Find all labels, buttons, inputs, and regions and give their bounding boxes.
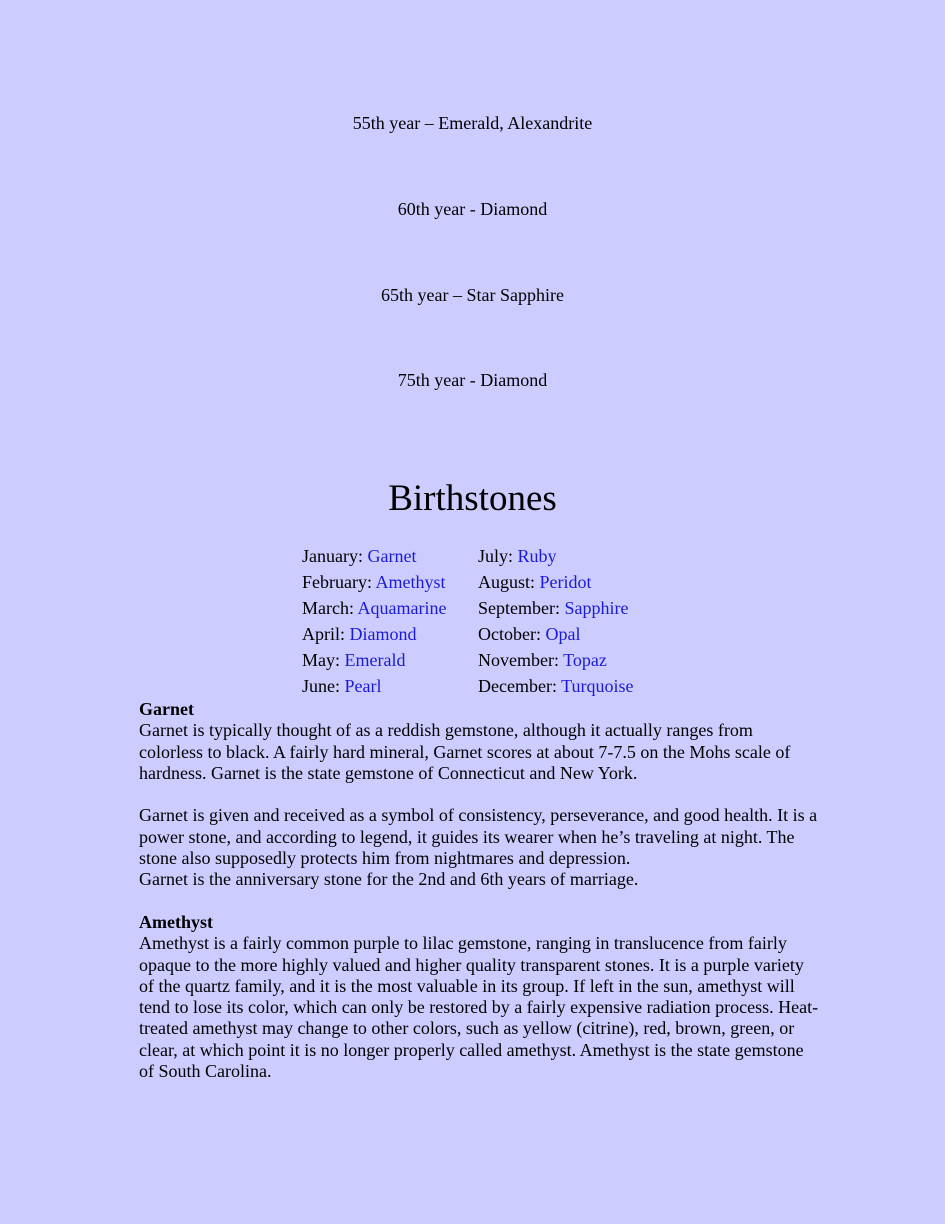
anniversary-65th: 65th year – Star Sapphire [381, 285, 564, 305]
birthstone-row-august [478, 569, 634, 595]
stone-link-turquoise[interactable]: Turquoise [561, 676, 634, 696]
month-label: March: [302, 598, 358, 618]
stone-link-garnet[interactable]: Garnet [367, 546, 417, 566]
birthstone-row-april [302, 621, 446, 647]
birthstones-title: Birthstones [388, 478, 557, 519]
month-label: February: [302, 572, 376, 592]
birthstone-row-november [478, 647, 634, 673]
birthstone-row-february [302, 569, 446, 595]
amethyst-heading: Amethyst [139, 911, 213, 932]
month-label: November: [478, 650, 564, 670]
amethyst-paragraph-1: Amethyst is a fairly common purple to lilac gemstone, ranging in translucence from fairly opaque to the more highly valued and higher quality transparent stones. It is a purple variety of the quartz family, and it is the most valuable in its group. If left in the sun, amethyst will tend to lose its color, which can only be restored by a fairly expensive radiation process. Heat-treated amethyst may change to other colors, such as yellow (citrine), red, brown, green, or clear, at which point it is no longer properly called amethyst. Amethyst is the state gemstone of South Carolina. [139, 933, 819, 1082]
month-label: July: [478, 546, 518, 566]
month-label: September: [478, 598, 565, 618]
birthstones-left-column [302, 543, 446, 699]
stone-link-diamond[interactable]: Diamond [349, 624, 417, 644]
month-label: May: [302, 650, 345, 670]
birthstone-row-july [478, 543, 634, 569]
stone-link-aquamarine[interactable]: Aquamarine [357, 598, 447, 618]
stone-link-amethyst[interactable]: Amethyst [375, 572, 446, 592]
anniversary-75th: 75th year - Diamond [397, 370, 548, 390]
garnet-paragraph-2: Garnet is given and received as a symbol of consistency, perseverance, and good health. It is a power stone, and according to legend, it guides its wearer when he’s traveling at night. The stone also supposedly protects him from nightmares and depression. [139, 805, 818, 869]
month-label: October: [478, 624, 546, 644]
stone-link-opal[interactable]: Opal [545, 624, 581, 644]
month-label: December: [478, 676, 562, 696]
month-label: January: [302, 546, 368, 566]
stone-link-topaz[interactable]: Topaz [563, 650, 607, 670]
month-label: June: [302, 676, 345, 696]
month-label: August: [478, 572, 540, 592]
stone-link-peridot[interactable]: Peridot [539, 572, 592, 592]
birthstone-row-june [302, 673, 446, 699]
birthstone-row-december [478, 673, 634, 699]
stone-link-ruby[interactable]: Ruby [517, 546, 557, 566]
garnet-paragraph-3: Garnet is the anniversary stone for the 2nd and 6th years of marriage. [139, 869, 639, 890]
garnet-paragraph-1: Garnet is typically thought of as a reddish gemstone, although it actually ranges from colorless to black. A fairly hard mineral, Garnet scores at about 7-7.5 on the Mohs scale of hardness. Garnet is the state gemstone of Connecticut and New York. [139, 720, 791, 783]
anniversary-55th: 55th year – Emerald, Alexandrite [352, 113, 593, 133]
stone-link-pearl[interactable]: Pearl [344, 676, 382, 696]
birthstone-row-january [302, 543, 446, 569]
stone-link-sapphire[interactable]: Sapphire [564, 598, 629, 618]
garnet-heading: Garnet [139, 699, 194, 719]
month-label: April: [302, 624, 350, 644]
gemstone-descriptions [139, 699, 819, 1082]
birthstone-row-may [302, 647, 446, 673]
stone-link-emerald[interactable]: Emerald [344, 650, 406, 670]
birthstones-right-column [478, 543, 634, 699]
anniversary-60th: 60th year - Diamond [397, 199, 548, 219]
birthstone-row-september [478, 595, 634, 621]
birthstone-row-march [302, 595, 446, 621]
birthstone-row-october [478, 621, 634, 647]
